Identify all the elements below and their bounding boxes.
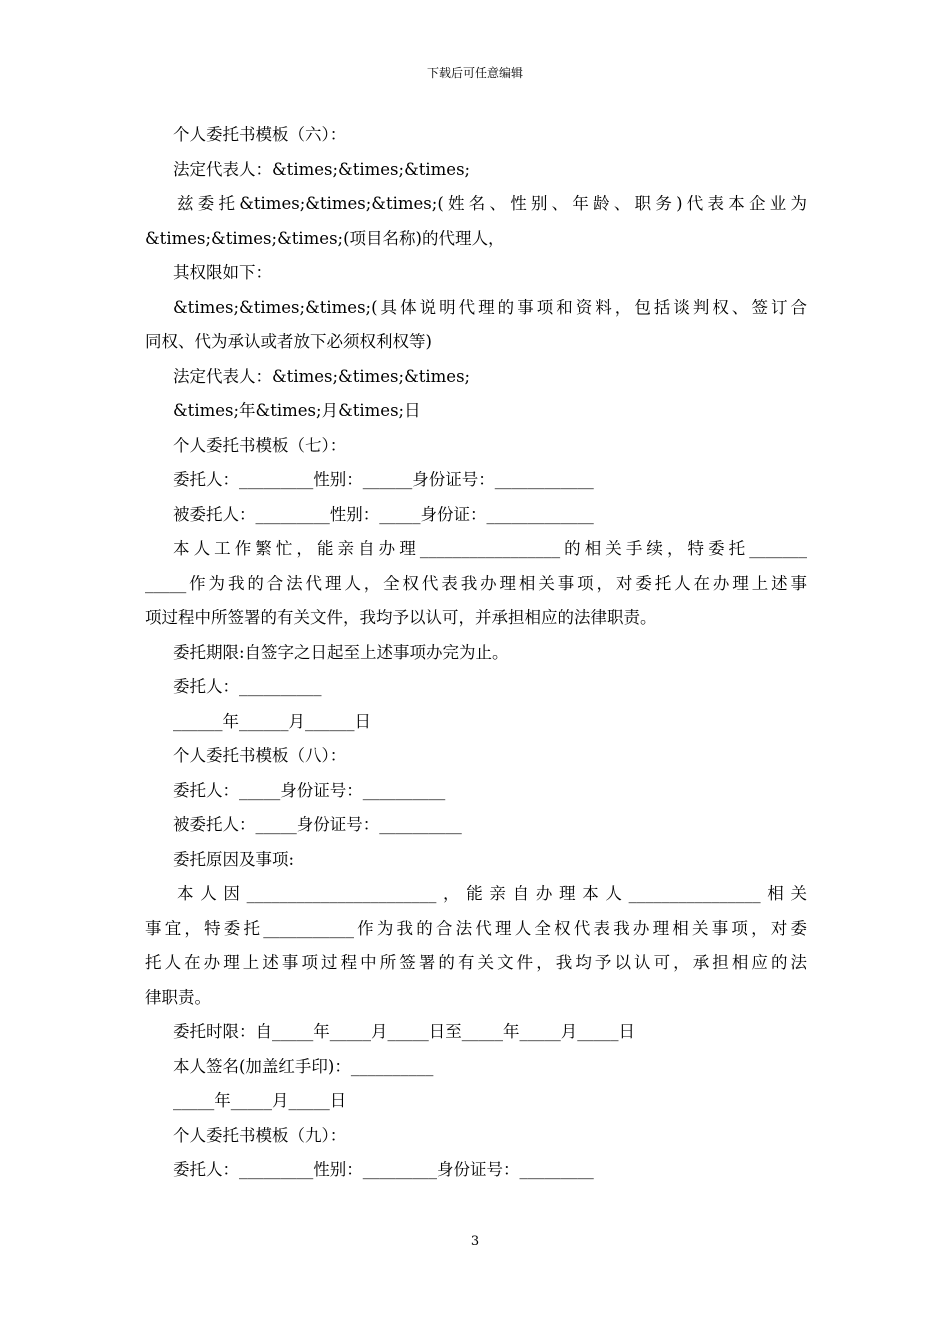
- text-line: 本人工作繁忙，能亲自办理_________________的相关手续，特委托_______: [173, 539, 807, 558]
- section-title: 个人委托书模板（六）：: [173, 125, 347, 144]
- section-title: 个人委托书模板（九）：: [173, 1125, 347, 1145]
- date-line: _____年_____月_____日: [173, 1091, 347, 1110]
- form-line: 被委托人：_________性别：_____身份证：_____________: [173, 504, 594, 524]
- form-line: 委托人：__________: [173, 677, 322, 696]
- text-line: 项过程中所签署的有关文件，我均予以认可，并承担相应的法律职责。: [145, 608, 657, 627]
- date-line: &times;年&times;月&times;日: [173, 401, 421, 420]
- text-line: 法定代表人：&times;&times;&times;: [173, 159, 471, 179]
- text-line: 托人在办理上述事项过程中所签署的有关文件，我均予以认可，承担相应的法: [145, 953, 807, 972]
- form-line: 委托人：_____身份证号：__________: [173, 780, 446, 800]
- document-body: [145, 118, 807, 1188]
- text-line: &times;&times;&times;(具体说明代理的事项和资料，包括谈判权、签订合: [173, 297, 807, 317]
- section-title: 个人委托书模板（八）：: [173, 746, 347, 765]
- text-line: 律职责。: [145, 987, 211, 1007]
- text-line: _____作为我的合法代理人，全权代表我办理相关事项，对委托人在办理上述事: [145, 573, 807, 593]
- page-number: 3: [470, 1234, 480, 1249]
- date-line: ______年______月______日: [173, 711, 371, 731]
- text-line: 本人因_______________________，能亲自办理本人________________相关: [177, 884, 807, 903]
- form-line: 本人签名(加盖红手印)：__________: [173, 1056, 434, 1076]
- text-line: 其权限如下：: [173, 263, 272, 282]
- form-line: 委托人：_________性别：_________身份证号：_________: [173, 1160, 594, 1179]
- form-line: 委托时限：自_____年_____月_____日至_____年_____月_____日: [173, 1022, 635, 1041]
- text-line: &times;&times;&times;(项目名称)的代理人，: [145, 228, 505, 248]
- form-line: 委托人：_________性别：______身份证号：____________: [173, 470, 594, 489]
- text-line: 委托期限:自签字之日起至上述事项办完为止。: [173, 642, 509, 662]
- text-line: 事宜，特委托___________作为我的合法代理人全权代表我办理相关事项，对委: [145, 918, 807, 938]
- page-header: 下载后可任意编辑: [426, 66, 523, 80]
- text-line: 同权、代为承认或者放下必须权利权等): [145, 332, 432, 351]
- text-line: 委托原因及事项:: [173, 849, 295, 869]
- form-line: 被委托人：_____身份证号：__________: [173, 815, 462, 834]
- text-line: 兹委托&times;&times;&times;(姓名、性别、年龄、职务)代表本企业为: [177, 194, 807, 213]
- section-title: 个人委托书模板（七）：: [173, 435, 347, 455]
- text-line: 法定代表人：&times;&times;&times;: [173, 366, 471, 386]
